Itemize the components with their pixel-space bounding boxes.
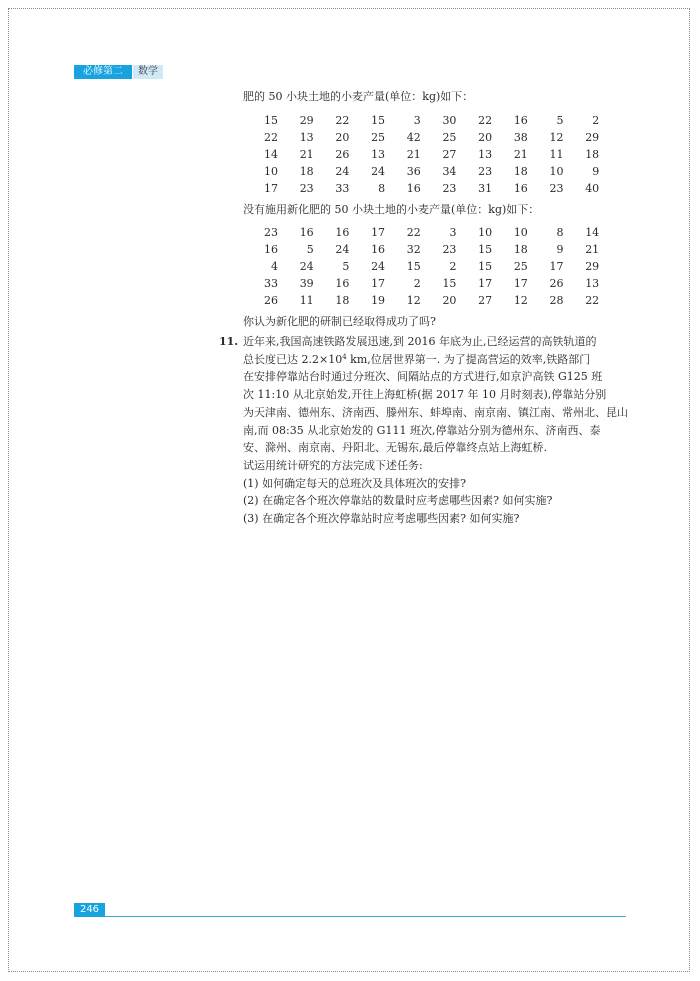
table-cell: 26 (335, 147, 350, 161)
table-cell: 27 (478, 294, 493, 307)
table-cell: 23 (478, 164, 493, 178)
table-cell: 13 (585, 277, 600, 290)
table-cell: 12 (406, 294, 421, 307)
table-cell: 13 (478, 147, 493, 161)
table-cell: 29 (299, 113, 314, 127)
table-cell: 9 (592, 164, 600, 178)
table-cell: 33 (335, 181, 350, 195)
table-cell: 2 (449, 260, 457, 273)
table-row (243, 112, 633, 129)
problem-line: 次 11:10 从北京始发,开往上海虹桥(据 2017 年 10 月时刻表),停靠站分别 (243, 388, 607, 402)
subject-label: 数学 (133, 65, 163, 79)
page-footer (74, 903, 626, 919)
table-cell: 16 (335, 226, 350, 239)
table-cell: 19 (371, 294, 386, 307)
table-cell: 20 (478, 130, 493, 144)
table-cell: 15 (478, 260, 493, 273)
table-cell: 38 (513, 130, 528, 144)
table-cell: 39 (299, 277, 314, 290)
text-span: km,位居世界第一. 为了提高营运的效率,铁路部门 (346, 352, 591, 366)
table-cell: 17 (371, 226, 386, 239)
table-cell: 21 (585, 243, 600, 256)
table-cell: 24 (335, 243, 350, 256)
table-cell: 17 (478, 277, 493, 290)
table-cell: 12 (549, 130, 564, 144)
table-cell: 42 (406, 130, 421, 144)
table-row (243, 129, 633, 146)
table-cell: 23 (264, 226, 278, 239)
problem-line: 安、滁州、南京南、丹阳北、无锡东,最后停靠终点站上海虹桥. (243, 441, 547, 455)
table-cell: 17 (513, 277, 528, 290)
table-cell: 13 (299, 130, 314, 144)
table-cell: 16 (299, 226, 314, 239)
table-cell: 26 (549, 277, 564, 290)
problem-line (243, 351, 629, 369)
table-cell: 14 (585, 226, 600, 239)
table-cell: 30 (442, 113, 457, 127)
table-cell: 27 (442, 147, 457, 161)
table-cell: 9 (556, 243, 564, 256)
problem-number: 11. (219, 335, 239, 348)
table-cell: 17 (264, 181, 278, 195)
table-cell: 16 (371, 243, 386, 256)
problem-line: 南,而 08:35 从北京始发的 G111 班次,停靠站分别为德州东、济南西、泰 (243, 423, 601, 437)
table-cell: 2 (592, 113, 600, 127)
table-cell: 25 (371, 130, 386, 144)
table-cell: 18 (513, 243, 528, 256)
table-cell: 3 (413, 113, 421, 127)
table-cell: 20 (335, 130, 350, 144)
table-cell: 14 (264, 147, 278, 161)
table-cell: 21 (299, 147, 314, 161)
table-row (243, 163, 633, 180)
table-cell: 10 (478, 226, 493, 239)
table-cell: 8 (378, 181, 386, 195)
table-cell: 23 (442, 181, 457, 195)
table-cell: 4 (271, 260, 278, 273)
unfertilized-yield-table (243, 224, 633, 309)
table-cell: 23 (442, 243, 457, 256)
table-cell: 25 (442, 130, 457, 144)
table-row (243, 224, 633, 241)
table-cell: 20 (442, 294, 457, 307)
table-row (243, 180, 633, 197)
table-cell: 12 (513, 294, 528, 307)
table-cell: 40 (585, 181, 600, 195)
table-cell: 24 (299, 260, 314, 273)
task-intro: 试运用统计研究的方法完成下述任务: (243, 458, 423, 472)
table-cell: 8 (556, 226, 564, 239)
table-cell: 15 (371, 113, 386, 127)
table-cell: 29 (585, 260, 600, 273)
table-cell: 25 (513, 260, 528, 273)
table-cell: 29 (585, 130, 600, 144)
table-cell: 16 (335, 277, 350, 290)
table-cell: 24 (371, 260, 386, 273)
table-cell: 2 (413, 277, 421, 290)
table-cell: 21 (513, 147, 528, 161)
table-cell: 33 (264, 277, 278, 290)
problem-body (243, 333, 629, 528)
table-cell: 34 (442, 164, 457, 178)
table-cell: 11 (299, 294, 314, 307)
table-cell: 22 (406, 226, 421, 239)
table-cell: 17 (371, 277, 386, 290)
table-row (243, 241, 633, 258)
table-cell: 15 (442, 277, 457, 290)
table-cell: 18 (513, 164, 528, 178)
page-number: 246 (74, 903, 105, 917)
table-cell: 17 (549, 260, 564, 273)
problem-11 (219, 333, 629, 528)
table-cell: 10 (264, 164, 278, 178)
table-row (243, 292, 633, 309)
fertilized-yield-table (243, 112, 633, 197)
problem-line: 为天津南、德州东、济南西、滕州东、蚌埠南、南京南、镇江南、常州北、昆山 (243, 405, 628, 419)
table-cell: 11 (549, 147, 564, 161)
table-row (243, 275, 633, 292)
table-cell: 10 (549, 164, 564, 178)
section2-question: 你认为新化肥的研制已经取得成功了吗? (243, 315, 436, 328)
table-cell: 16 (513, 113, 528, 127)
table-cell: 22 (585, 294, 600, 307)
table-cell: 10 (513, 226, 528, 239)
table-cell: 16 (264, 243, 278, 256)
table-cell: 5 (342, 260, 350, 273)
table-cell: 5 (306, 243, 314, 256)
text-span: 总长度已达 2.2×10 (243, 352, 343, 366)
problem-line: 在安排停靠站台时通过分班次、间隔站点的方式进行,如京沪高铁 G125 班 (243, 370, 603, 384)
table-cell: 32 (406, 243, 421, 256)
page-header (74, 65, 163, 91)
table-cell: 13 (371, 147, 386, 161)
table-cell: 16 (513, 181, 528, 195)
footer-rule (105, 916, 626, 917)
table-cell: 24 (335, 164, 350, 178)
exponent: 4 (342, 352, 347, 361)
task-1: (1) 如何确定每天的总班次及具体班次的安排? (243, 476, 466, 490)
table-cell: 15 (478, 243, 493, 256)
table-cell: 15 (264, 113, 278, 127)
table-cell: 22 (478, 113, 493, 127)
table-cell: 28 (549, 294, 564, 307)
section1-intro: 肥的 50 小块土地的小麦产量(单位：kg)如下： (243, 90, 474, 103)
table-cell: 23 (549, 181, 564, 195)
section2-intro: 没有施用新化肥的 50 小块土地的小麦产量(单位：kg)如下： (243, 202, 540, 216)
table-cell: 36 (406, 164, 421, 178)
table-cell: 26 (264, 294, 278, 307)
table-cell: 18 (299, 164, 314, 178)
table-cell: 24 (371, 164, 386, 178)
table-cell: 22 (264, 130, 278, 144)
table-row (243, 258, 633, 275)
book-label: 必修第二册 (74, 65, 132, 79)
main-content (243, 88, 633, 331)
table-cell: 18 (335, 294, 350, 307)
table-row (243, 146, 633, 163)
table-cell: 22 (335, 113, 350, 127)
task-2: (2) 在确定各个班次停靠站的数量时应考虑哪些因素? 如何实施? (243, 494, 553, 508)
table-cell: 15 (406, 260, 421, 273)
table-cell: 21 (406, 147, 421, 161)
problem-line: 近年来,我国高速铁路发展迅速,到 2016 年底为止,已经运营的高铁轨道的 (243, 335, 597, 348)
task-3: (3) 在确定各个班次停靠站时应考虑哪些因素? 如何实施? (243, 512, 520, 526)
table-cell: 3 (449, 226, 457, 239)
table-cell: 18 (585, 147, 600, 161)
table-cell: 23 (299, 181, 314, 195)
table-cell: 31 (478, 181, 493, 195)
table-cell: 16 (406, 181, 421, 195)
table-cell: 5 (556, 113, 564, 127)
